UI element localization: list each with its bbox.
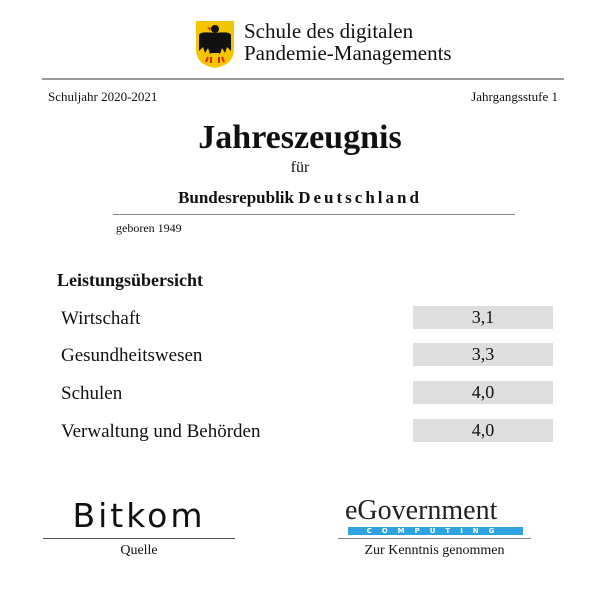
birth-year: geboren 1949 bbox=[116, 221, 182, 235]
grade-value: 3,1 bbox=[413, 306, 553, 329]
subject-label: Schulen bbox=[61, 383, 123, 404]
egovernment-logo-sub: COMPUTING bbox=[348, 527, 523, 535]
subject-label: Verwaltung und Behörden bbox=[61, 421, 261, 442]
certificate-title: Jahreszeugnis bbox=[198, 119, 402, 156]
recipient-name-part2: Deutschland bbox=[298, 188, 422, 207]
federal-eagle-icon bbox=[194, 19, 236, 69]
recipient-name bbox=[0, 188, 600, 208]
school-name-line2: Pandemie-Managements bbox=[244, 41, 452, 65]
school-name bbox=[244, 20, 452, 64]
section-title: Leistungsübersicht bbox=[57, 270, 204, 290]
grade-value: 4,0 bbox=[413, 381, 553, 404]
school-year: Schuljahr 2020-2021 bbox=[48, 89, 158, 104]
signature-line-left bbox=[43, 538, 235, 539]
subject-label: Wirtschaft bbox=[61, 308, 141, 329]
grade-level: Jahrgangsstufe 1 bbox=[471, 89, 558, 104]
grade-value: 4,0 bbox=[413, 419, 553, 442]
source-caption: Quelle bbox=[120, 543, 158, 558]
bitkom-signature: Bitkom bbox=[72, 496, 206, 535]
subject-label: Gesundheitswesen bbox=[61, 345, 203, 366]
recipient-divider bbox=[113, 214, 515, 215]
school-name-line1: Schule des digitalen bbox=[244, 19, 414, 43]
signature-line-right bbox=[338, 538, 531, 539]
recipient-name-part1: Bundesrepublik bbox=[178, 188, 294, 207]
acknowledged-caption: Zur Kenntnis genommen bbox=[364, 543, 505, 558]
egovernment-logo: eGovernment bbox=[345, 495, 498, 526]
grade-value: 3,3 bbox=[413, 343, 553, 366]
for-label: für bbox=[290, 159, 310, 176]
header-divider bbox=[42, 78, 564, 80]
